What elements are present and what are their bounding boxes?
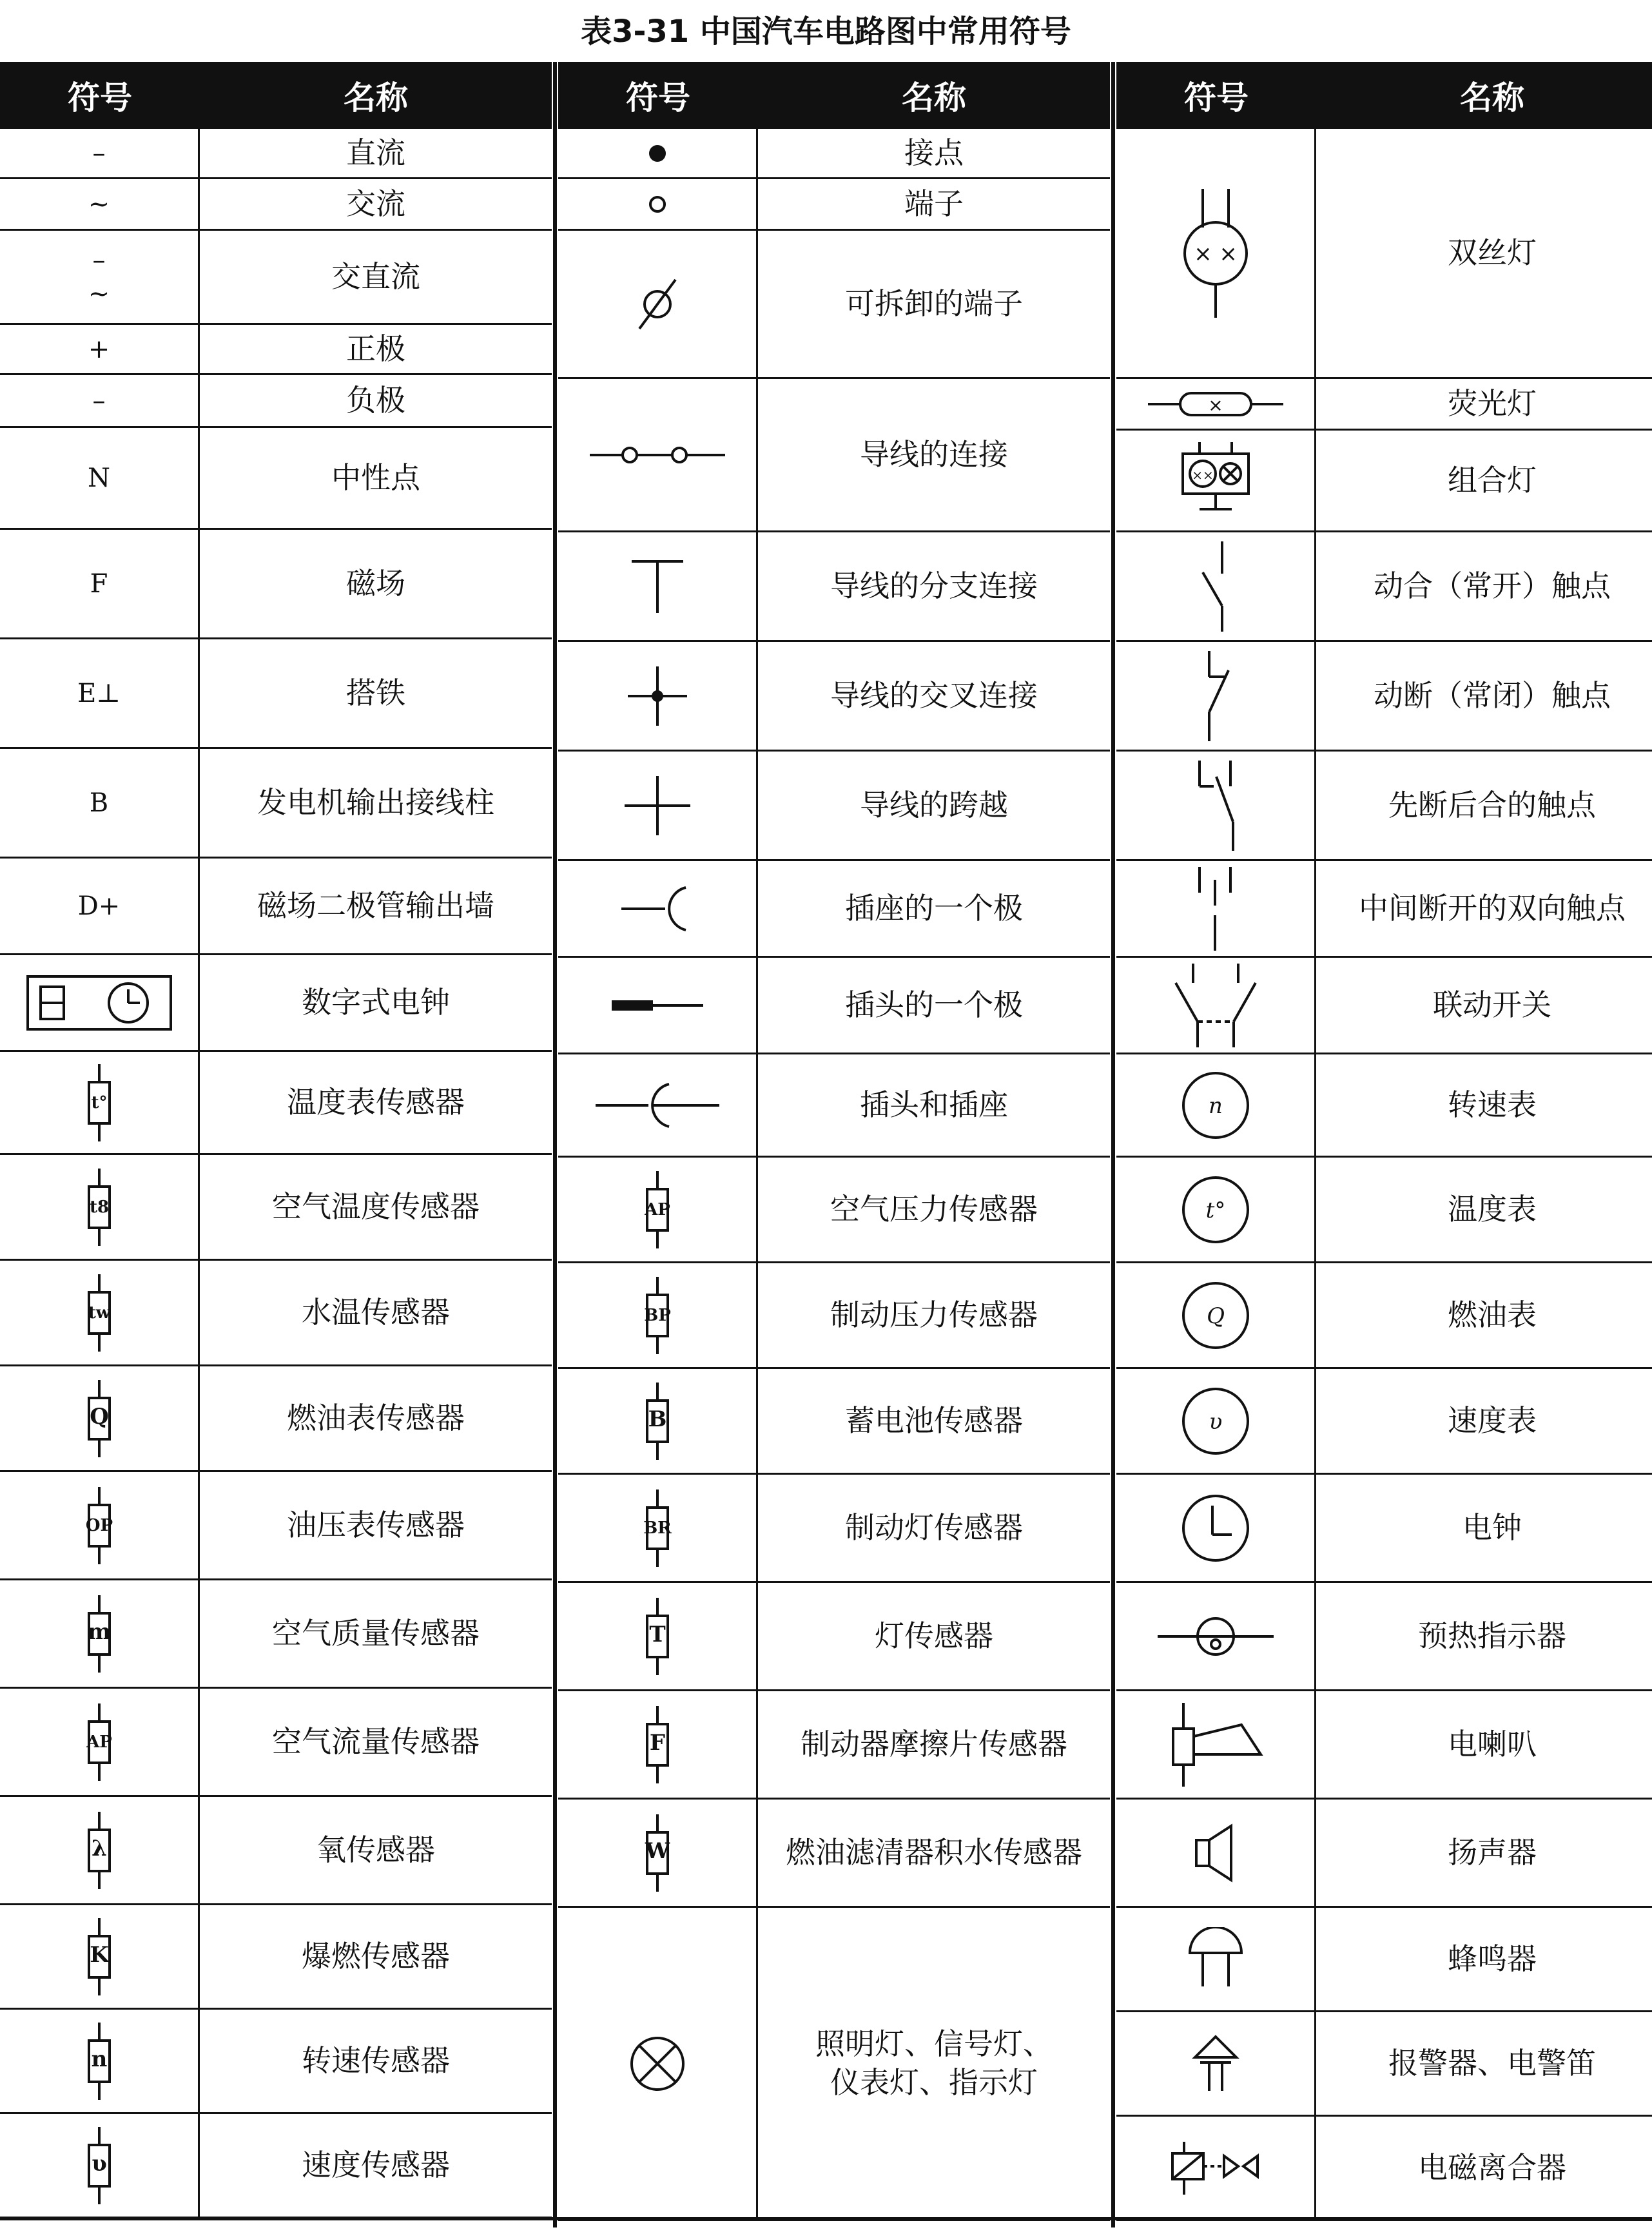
svg-text:F: F: [649, 1729, 665, 1756]
name-cell: 中性点: [331, 460, 420, 495]
symbol-cell: [0, 1366, 200, 1470]
junction-dot-icon: [645, 141, 670, 166]
combination-lamp-icon: [1174, 442, 1258, 519]
column-divider: [1111, 62, 1115, 2227]
fuel-water-sensor-icon: [632, 1814, 683, 1892]
name-cell: 温度表传感器: [287, 1084, 465, 1120]
table-row: [558, 1800, 1110, 1908]
name-cell: 导线的交叉连接: [830, 677, 1038, 713]
symbol-cell: [1116, 1263, 1316, 1367]
name-cell: 搭铁: [346, 675, 405, 710]
symbol-cell: [0, 1052, 200, 1153]
symbol-cell: [558, 179, 758, 229]
svg-text:BP: BP: [643, 1305, 671, 1325]
ac-dc-icon: – ~: [88, 245, 110, 309]
table-row: [558, 1908, 1110, 2221]
header-name: 名称: [200, 62, 552, 129]
symbol-cell: [1116, 1691, 1316, 1798]
terminal-icon: [645, 191, 670, 217]
symbol-cell: [0, 639, 200, 747]
brake-pad-sensor-icon: [632, 1706, 683, 1783]
svg-text:×: ×: [1207, 394, 1223, 416]
name-cell: 制动灯传感器: [845, 1509, 1023, 1545]
light-sensor-icon: [632, 1598, 683, 1675]
center-off-contact-icon: [1187, 867, 1245, 951]
table-row: [1116, 1158, 1652, 1263]
symbol-cell: [0, 1472, 200, 1578]
name-cell: 磁场二极管输出墙: [257, 888, 494, 923]
name-cell: 插座的一个极: [845, 890, 1023, 926]
svg-text:OP: OP: [85, 1515, 113, 1535]
name-cell: 油压表传感器: [287, 1507, 465, 1542]
table-row: [0, 1689, 552, 1797]
table-row: [558, 231, 1110, 379]
svg-text:AP: AP: [644, 1199, 670, 1219]
table-row: [1116, 1263, 1652, 1369]
name-cell: 空气质量传感器: [272, 1615, 480, 1651]
name-cell: 温度表: [1448, 1191, 1537, 1227]
wire-connection-icon: [590, 442, 725, 468]
symbol-cell: [1116, 1158, 1316, 1261]
table-row: [558, 379, 1110, 532]
name-cell: 动断（常闭）触点: [1374, 677, 1611, 713]
svg-text:n: n: [1208, 1092, 1223, 1119]
svg-text:××: ××: [1191, 467, 1214, 483]
name-cell: 速度传感器: [302, 2147, 450, 2182]
table-row: [0, 179, 552, 231]
name-cell: 电喇叭: [1448, 1726, 1537, 1761]
svg-text:n: n: [91, 2046, 107, 2072]
table-row: [1116, 129, 1652, 379]
name-cell: 负极: [346, 382, 405, 418]
electromagnetic-clutch-icon: [1167, 2139, 1264, 2197]
table-row: [1116, 861, 1652, 958]
detachable-terminal-icon: [632, 272, 683, 336]
symbol-cell: [558, 752, 758, 859]
table-row: [558, 958, 1110, 1054]
table-row: [0, 639, 552, 749]
svg-text:Q: Q: [1206, 1303, 1225, 1329]
symbol-cell: [0, 428, 200, 528]
table-row: [0, 428, 552, 530]
symbol-cell: [0, 375, 200, 426]
name-cell: 空气压力传感器: [830, 1191, 1038, 1227]
header-symbol: 符号: [0, 62, 200, 129]
dual-filament-lamp-icon: [1177, 189, 1254, 318]
name-cell: 插头的一个极: [845, 987, 1023, 1022]
oxygen-sensor-icon: [73, 1812, 125, 1889]
tachometer-icon: [1177, 1067, 1254, 1144]
table-row: [558, 1369, 1110, 1475]
svg-text:Q: Q: [89, 1403, 109, 1430]
table-row: [1116, 1800, 1652, 1908]
symbol-cell: [558, 861, 758, 956]
symbol-cell: [558, 1800, 758, 1906]
air-pressure-sensor-icon: [632, 1171, 683, 1248]
symbol-cell: [1116, 431, 1316, 530]
name-cell: 直流: [346, 135, 405, 170]
wire-crossing-icon: [622, 773, 693, 838]
table-row: [558, 642, 1110, 752]
ac-icon: ~: [88, 189, 110, 219]
name-cell: 联动开关: [1433, 987, 1551, 1022]
svg-text:υ: υ: [1209, 1408, 1222, 1435]
symbol-cell: [0, 1155, 200, 1259]
symbol-cell: [0, 859, 200, 953]
symbol-cell: [0, 1905, 200, 2008]
table-row: [558, 179, 1110, 231]
name-cell: 端子: [904, 186, 964, 221]
table-row: [1116, 1908, 1652, 2012]
name-cell: 数字式电钟: [302, 984, 450, 1020]
table-row: [0, 749, 552, 859]
name-cell: 导线的连接: [860, 436, 1008, 472]
symbol-cell: [558, 1475, 758, 1581]
table-row: [0, 955, 552, 1052]
battery-sensor-icon: [632, 1383, 683, 1460]
header-name: 名称: [758, 62, 1110, 129]
symbol-cell: [1116, 2012, 1316, 2115]
table-row: [558, 861, 1110, 958]
table-row: [0, 375, 552, 428]
svg-text:K: K: [89, 1941, 109, 1968]
electric-clock-icon: [1177, 1490, 1254, 1567]
brake-pressure-sensor-icon: [632, 1277, 683, 1354]
name-cell: 荧光灯: [1448, 385, 1537, 421]
symbol-cell: [1116, 129, 1316, 377]
table-row: [558, 129, 1110, 179]
symbol-cell: [1116, 1369, 1316, 1473]
name-cell: 电钟: [1463, 1509, 1522, 1545]
table-row: [558, 752, 1110, 861]
symbol-cell: [558, 642, 758, 750]
symbol-cell: [1116, 379, 1316, 429]
table-row: [1116, 752, 1652, 861]
linked-switch-icon: [1171, 964, 1261, 1047]
name-cell: 灯传感器: [875, 1618, 993, 1653]
name-cell: 接点: [904, 135, 964, 170]
svg-text:T: T: [648, 1621, 666, 1647]
fuel-gauge-icon: [1177, 1277, 1254, 1354]
svg-text:t8: t8: [89, 1197, 109, 1217]
socket-pole-icon: [619, 880, 696, 938]
speed-sensor-icon: [73, 2023, 125, 2100]
name-cell: 组合灯: [1448, 462, 1537, 498]
digital-clock-icon: [25, 974, 173, 1032]
svg-text:t°: t°: [90, 1092, 108, 1112]
name-cell: 导线的分支连接: [830, 568, 1038, 603]
name-cell: 交直流: [331, 258, 420, 294]
name-cell: 电磁离合器: [1418, 2150, 1566, 2185]
buzzer-icon: [1183, 1927, 1248, 1992]
name-cell: 导线的跨越: [860, 787, 1008, 822]
column-divider: [553, 62, 557, 2227]
symbol-cell: [1116, 1583, 1316, 1689]
symbol-cell: [0, 955, 200, 1050]
svg-text:B: B: [648, 1406, 666, 1432]
symbol-cell: [1116, 642, 1316, 750]
symbol-cell: [1116, 958, 1316, 1053]
table-row: [1116, 2012, 1652, 2117]
symbol-cell: [558, 958, 758, 1053]
table-row: [558, 1158, 1110, 1263]
fuel-sensor-icon: [73, 1380, 125, 1457]
table-row: [0, 1155, 552, 1261]
table-bottom-border: [0, 2217, 1652, 2220]
table-row: [0, 231, 552, 325]
symbol-cell: [1116, 752, 1316, 859]
name-cell: 空气流量传感器: [272, 1723, 480, 1759]
name-cell: 燃油表: [1448, 1297, 1537, 1332]
svg-text:m: m: [87, 1618, 111, 1645]
symbol-cell: [0, 749, 200, 857]
table-row: [558, 1583, 1110, 1691]
name-cell: 燃油滤清器积水传感器: [786, 1834, 1082, 1870]
wire-branch-icon: [625, 558, 690, 616]
symbol-cell: [0, 179, 200, 229]
name-cell: 报警器、电警笛: [1388, 2045, 1596, 2081]
table-row: [558, 1054, 1110, 1158]
fluorescent-lamp-icon: [1148, 388, 1283, 420]
table-row: [0, 1261, 552, 1366]
table-row: [1116, 431, 1652, 532]
break-before-make-contact-icon: [1187, 761, 1245, 851]
symbol-cell: [1116, 2117, 1316, 2219]
negative-icon: –: [92, 385, 106, 416]
symbol-cell: [558, 1691, 758, 1798]
name-cell: 正极: [346, 331, 405, 366]
svg-text:AP: AP: [86, 1732, 112, 1752]
symbol-cell: [0, 1689, 200, 1795]
name-cell: 交流: [346, 186, 405, 221]
name-cell: 照明灯、信号灯、 仪表灯、指示灯: [815, 2026, 1053, 2100]
air-temperature-sensor-icon: [73, 1169, 125, 1246]
table-row: [0, 129, 552, 179]
symbol-cell: [1116, 1800, 1316, 1906]
normally-closed-contact-icon: [1193, 651, 1238, 741]
table-row: [0, 1797, 552, 1905]
symbol-cell: [558, 379, 758, 530]
name-cell: 氧传感器: [316, 1832, 435, 1867]
svg-text:λ: λ: [91, 1835, 107, 1861]
name-cell: 中间断开的双向触点: [1359, 890, 1626, 926]
temperature-gauge-icon: [1177, 1171, 1254, 1248]
symbol-cell: [0, 2114, 200, 2217]
field-icon: F: [90, 568, 108, 599]
table-row: [0, 1905, 552, 2010]
table-row: [0, 1366, 552, 1472]
name-cell: 爆燃传感器: [302, 1938, 450, 1974]
header-symbol: 符号: [558, 62, 758, 129]
symbol-cell: [0, 1797, 200, 1903]
name-cell: 蜂鸣器: [1448, 1941, 1537, 1976]
name-cell: 预热指示器: [1418, 1618, 1566, 1653]
symbol-cell: [558, 231, 758, 377]
svg-text:W: W: [645, 1838, 670, 1864]
table-row: [1116, 2117, 1652, 2221]
name-cell: 水温传感器: [302, 1294, 450, 1330]
plug-pole-icon: [609, 993, 706, 1018]
air-flow-sensor-icon: [73, 1703, 125, 1781]
speedometer-icon: [1177, 1383, 1254, 1460]
table-row: [1116, 958, 1652, 1054]
name-cell: 磁场: [346, 565, 405, 601]
name-cell: 制动压力传感器: [830, 1297, 1038, 1332]
name-cell: 转速表: [1448, 1087, 1537, 1122]
table-row: [0, 1580, 552, 1689]
symbol-cell: [558, 129, 758, 177]
velocity-sensor-icon: [73, 2127, 125, 2204]
table-row: [0, 325, 552, 375]
name-cell: 制动器摩擦片传感器: [801, 1726, 1067, 1761]
table-row: [558, 1475, 1110, 1583]
table-row: [1116, 642, 1652, 752]
symbol-cell: [558, 1369, 758, 1473]
ground-icon: E⊥: [77, 678, 121, 708]
water-temperature-sensor-icon: [73, 1274, 125, 1352]
name-cell: 动合（常开）触点: [1374, 568, 1611, 603]
symbol-cell: [558, 532, 758, 640]
neutral-icon: N: [88, 463, 110, 493]
symbol-cell: [1116, 1908, 1316, 2010]
temperature-sensor-icon: [73, 1064, 125, 1141]
table-row: [1116, 1691, 1652, 1800]
name-cell: 蓄电池传感器: [845, 1402, 1023, 1438]
generator-output-icon: B: [89, 788, 109, 818]
symbol-cell: [558, 1908, 758, 2219]
name-cell: 发电机输出接线柱: [257, 784, 494, 820]
symbol-cell: [1116, 1475, 1316, 1581]
symbol-cell: [558, 1263, 758, 1367]
table-row: [1116, 1369, 1652, 1475]
header-name: 名称: [1316, 62, 1652, 129]
table-row: [558, 1263, 1110, 1369]
table-row: [1116, 379, 1652, 431]
name-cell: 插头和插座: [860, 1087, 1008, 1122]
table-row: [1116, 532, 1652, 642]
symbol-cell: [0, 1261, 200, 1364]
symbol-cell: [0, 530, 200, 637]
table-row: [0, 859, 552, 955]
wire-cross-connection-icon: [625, 664, 690, 728]
positive-icon: +: [88, 334, 110, 364]
name-cell: 扬声器: [1448, 1834, 1537, 1870]
normally-open-contact-icon: [1193, 541, 1238, 632]
table-row: [1116, 1583, 1652, 1691]
electric-horn-icon: [1164, 1703, 1267, 1787]
table-row: [558, 1691, 1110, 1800]
table-row: [0, 2010, 552, 2114]
table-row: [0, 1052, 552, 1155]
symbol-cell: [0, 1580, 200, 1687]
symbol-cell: [1116, 861, 1316, 956]
name-cell: 燃油表传感器: [287, 1400, 465, 1435]
alarm-siren-icon: [1190, 2032, 1241, 2096]
brake-light-sensor-icon: [632, 1490, 683, 1567]
name-cell: 可拆卸的端子: [845, 286, 1023, 321]
symbol-cell: [558, 1054, 758, 1156]
svg-text:υ: υ: [91, 2150, 107, 2177]
name-cell: 先断后合的触点: [1388, 787, 1596, 822]
knock-sensor-icon: [73, 1918, 125, 1995]
table-row: [0, 1472, 552, 1580]
table-row: [0, 530, 552, 639]
preheat-indicator-icon: [1158, 1611, 1274, 1662]
symbol-cell: [0, 325, 200, 373]
svg-text:BR: BR: [643, 1518, 672, 1538]
table-row: [0, 2114, 552, 2218]
symbol-cell: [558, 1158, 758, 1261]
symbol-cell: [0, 2010, 200, 2112]
plug-socket-icon: [593, 1076, 722, 1134]
table-column-1: [0, 62, 552, 2218]
svg-text:tw: tw: [88, 1303, 110, 1323]
table-title: 表3-31 中国汽车电路图中常用符号: [581, 14, 1071, 50]
table-row: [1116, 1054, 1652, 1158]
oil-pressure-sensor-icon: [73, 1487, 125, 1564]
name-cell: 空气温度传感器: [272, 1189, 480, 1224]
air-mass-sensor-icon: [73, 1595, 125, 1673]
dc-icon: –: [92, 138, 106, 168]
symbol-cell: [1116, 1054, 1316, 1156]
lamp-icon: [625, 2032, 690, 2096]
symbol-cell: [0, 129, 200, 177]
name-cell: 双丝灯: [1448, 235, 1537, 270]
symbol-cell: [558, 1583, 758, 1689]
table-row: [1116, 1475, 1652, 1583]
diode-output-icon: D+: [77, 891, 121, 921]
loudspeaker-icon: [1190, 1821, 1241, 1885]
name-cell: 转速传感器: [302, 2043, 450, 2078]
table-column-2: [558, 62, 1110, 2221]
svg-text:× ×: × ×: [1193, 240, 1238, 267]
table-column-3: [1116, 62, 1652, 2221]
symbol-cell: [1116, 532, 1316, 640]
name-cell: 速度表: [1448, 1402, 1537, 1438]
table-row: [558, 532, 1110, 642]
svg-text:t°: t°: [1205, 1197, 1225, 1223]
header-symbol: 符号: [1116, 62, 1316, 129]
symbol-cell: [0, 231, 200, 323]
